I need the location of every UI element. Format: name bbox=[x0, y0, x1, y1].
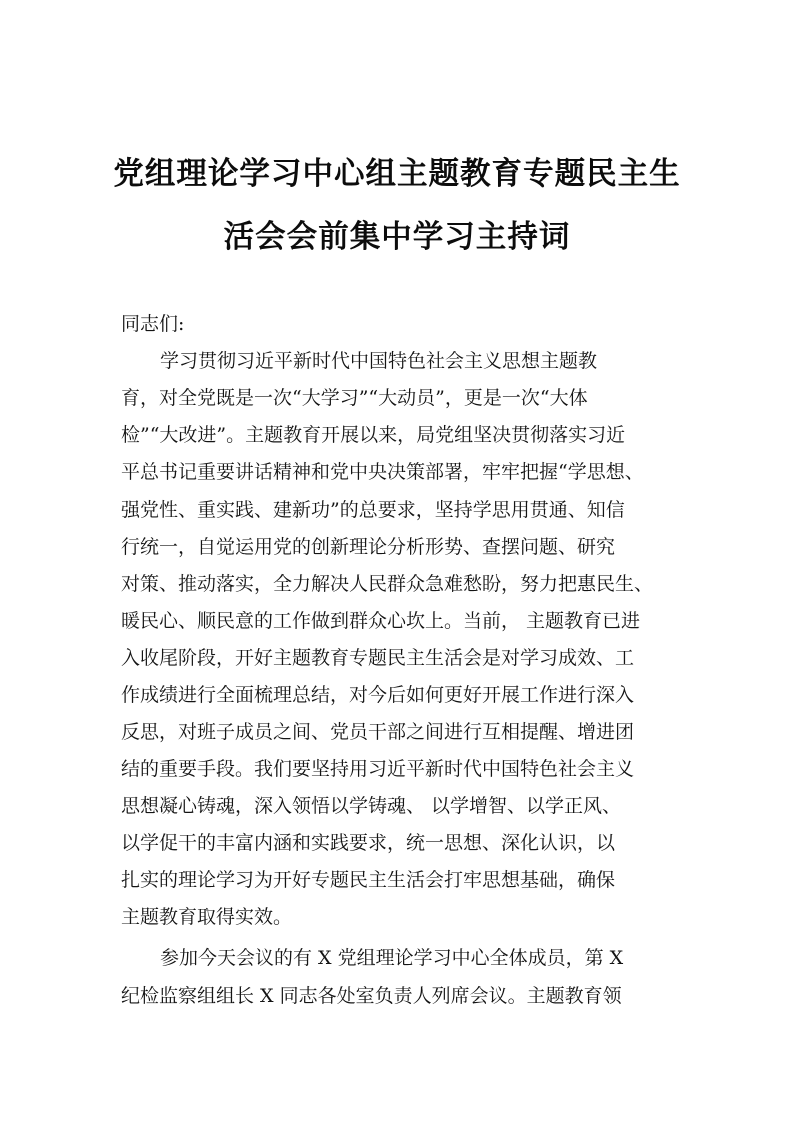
document-title-line-1: 党组理论学习中心组主题教育专题民主生 bbox=[113, 156, 681, 192]
paragraph-line: 暖民心、顺民意的工作做到群众心坎上。当前， 主题教育已进 bbox=[121, 610, 641, 632]
paragraph-line: 反思，对班子成员之间、党员干部之间进行互相提醒、增进团 bbox=[121, 721, 635, 743]
paragraph-line: 学习贯彻习近平新时代中国特色社会主义思想主题教 bbox=[160, 350, 598, 372]
paragraph-line: 作成绩进行全面梳理总结，对今后如何更好开展工作进行深入 bbox=[121, 684, 635, 706]
paragraph-line: 对策、推动落实，全力解决人民群众急难愁盼，努力把惠民生、 bbox=[121, 573, 654, 595]
paragraph-line: 以学促干的丰富内涵和实践要求，统一思想、深化认识，以 bbox=[121, 832, 616, 854]
paragraph-line: 强党性、重实践、建新功”的总要求，坚持学思用贯通、知信 bbox=[121, 499, 625, 521]
paragraph-line: 入收尾阶段，开好主题教育专题民主生活会是对学习成效、工 bbox=[121, 647, 635, 669]
paragraph-line: 结的重要手段。我们要坚持用习近平新时代中国特色社会主义 bbox=[121, 758, 635, 780]
paragraph-line: 平总书记重要讲话精神和党中央决策部署，牢牢把握“学思想、 bbox=[121, 461, 644, 483]
document-title-line-2: 活会会前集中学习主持词 bbox=[223, 219, 571, 255]
paragraph-line: 纪检监察组组长 X 同志各处室负责人列席会议。主题教育领 bbox=[121, 985, 622, 1007]
paragraph-line: 检”“大改进”。主题教育开展以来，局党组坚决贯彻落实习近 bbox=[121, 424, 626, 446]
paragraph-line: 扎实的理论学习为开好专题民主生活会打牢思想基础，确保 bbox=[121, 869, 616, 891]
paragraph-line: 主题教育取得实效。 bbox=[121, 906, 293, 928]
paragraph-line: 参加今天会议的有 X 党组理论学习中心全体成员，第 X bbox=[160, 947, 624, 969]
paragraph-line: 思想凝心铸魂，深入领悟以学铸魂、 以学增智、以学正风、 bbox=[121, 795, 622, 817]
salutation: 同志们: bbox=[121, 313, 185, 335]
paragraph-line: 行统一，自觉运用党的创新理论分析形势、查摆问题、研究 bbox=[121, 536, 616, 558]
paragraph-line: 育，对全党既是一次“大学习”“大动员”，更是一次“大体 bbox=[121, 387, 588, 409]
